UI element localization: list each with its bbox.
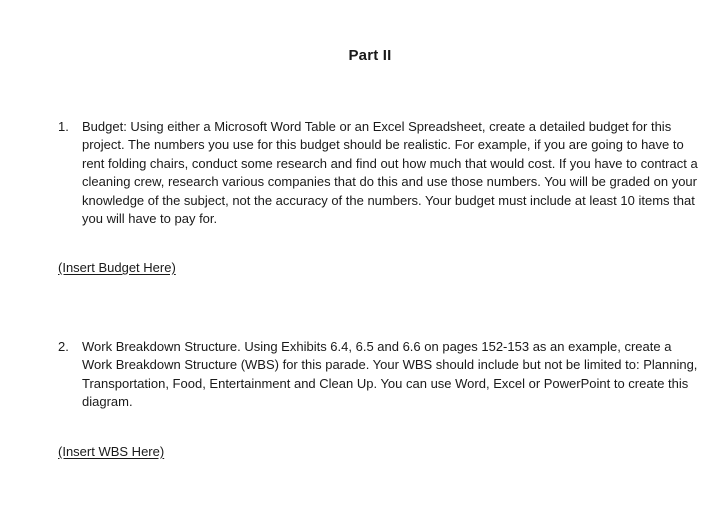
page-title: Part II xyxy=(348,47,392,64)
budget-placeholder: (Insert Budget Here) xyxy=(58,260,176,275)
list-item-wbs xyxy=(58,338,698,412)
list-item-number: 1. xyxy=(58,119,69,134)
wbs-placeholder: (Insert WBS Here) xyxy=(58,444,165,459)
list-item-budget xyxy=(58,118,698,228)
list-item-text: Work Breakdown Structure. Using Exhibits 6.4, 6.5 and 6.6 on pages 152-153 as an example, create a Work Breakdown Structure (WBS) for this parade. Your WBS should include but not be limited to: Planning, Transportation, Food, Entertainment and Clean Up. You can use Word, Excel or PowerPoint to create this diagram. xyxy=(82,339,698,410)
list-item-number: 2. xyxy=(58,339,69,354)
list-item-text: Budget: Using either a Microsoft Word Table or an Excel Spreadsheet, create a detailed budget for this project. The numbers you use for this budget should be realistic. For example, if you are going to have to rent folding chairs, conduct some research and find out how much that would cost. If you have to contract a cleaning crew, research various companies that do this and use those numbers. You will be graded on your knowledge of the subject, not the accuracy of the numbers. Your budget must include at least 10 items that you will have to pay for. xyxy=(82,119,698,227)
